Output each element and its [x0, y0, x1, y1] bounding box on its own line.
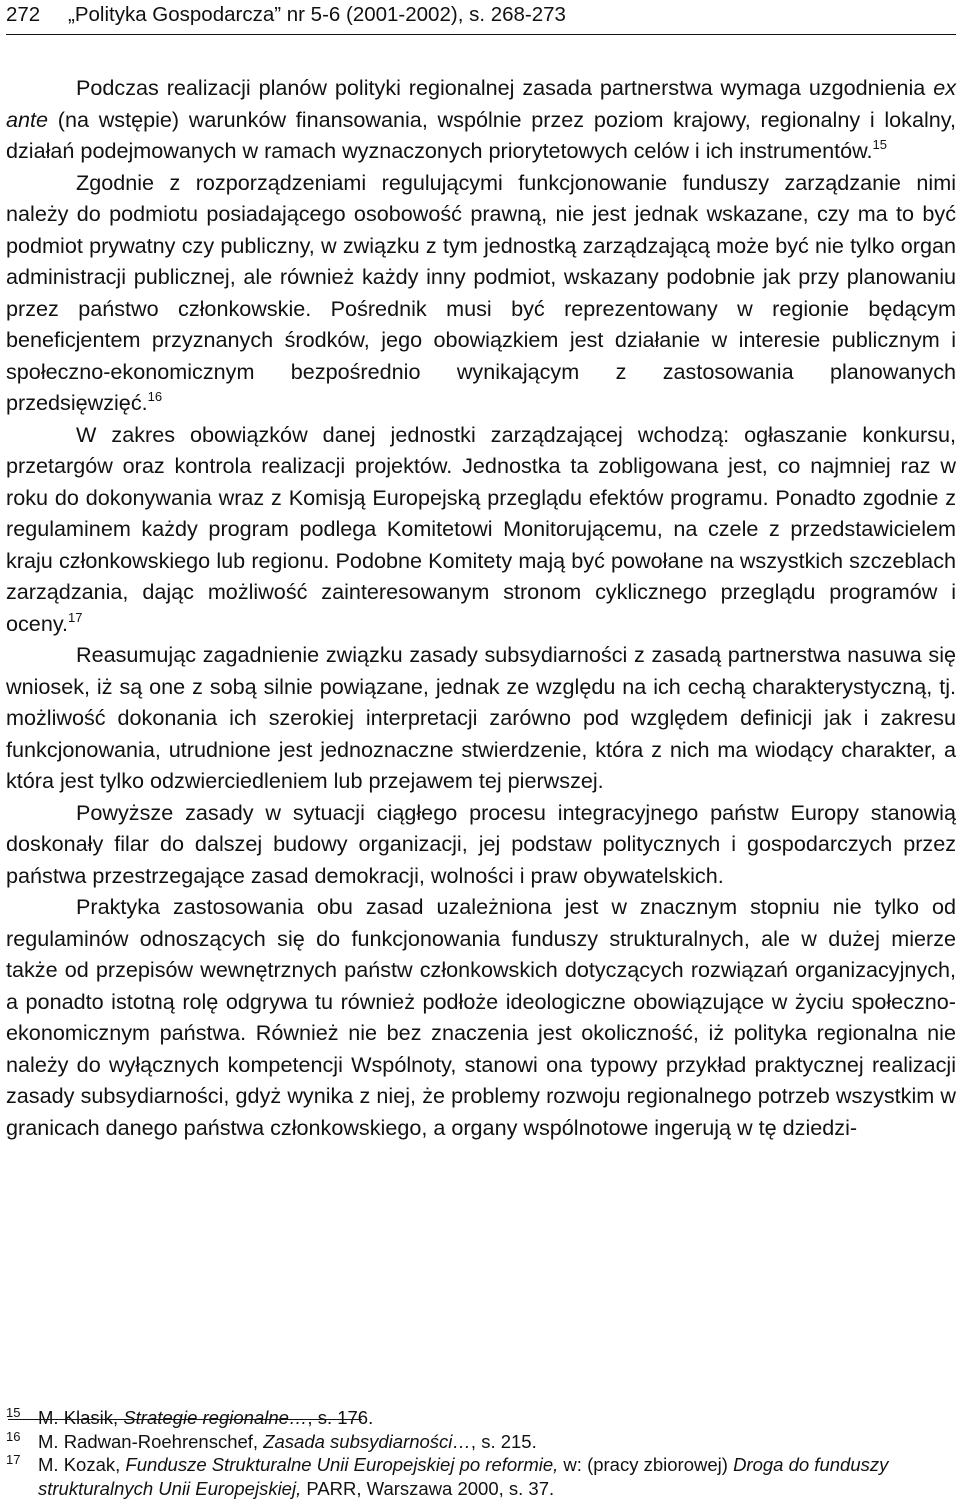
- footnote: [6, 1430, 956, 1454]
- footnote-reference: 15: [872, 137, 888, 152]
- text-run: M. Klasik,: [38, 1407, 124, 1428]
- footnote-number: 15: [6, 1405, 21, 1420]
- text-run: Reasumując zagadnienie związku zasady subsydiarności z zasadą partnerstwa nasuwa się wniosek, iż są one z sobą silnie powiązane, jednak ze względu na ich cechą charakterystyczną, tj. możliwość dokonania ich szerokiej interpretacji zarówno pod względem definicji jak i zakresu funkcjonowania, utrudnione jest jednoznaczne stwierdzenie, która z nich ma wiodący charakter, a która jest tylko odzwierciedleniem lub przejawem tej pierwszej.: [6, 642, 956, 793]
- text-run: , s. 176.: [307, 1407, 374, 1428]
- footnote: [6, 1406, 956, 1430]
- text-run: M. Kozak,: [38, 1454, 126, 1475]
- text-run: PARR, Warszawa 2000, s. 37.: [301, 1477, 555, 1499]
- paragraph: [6, 419, 956, 640]
- text-run: Fundusze Strukturalne Unii Europejskiej po reformie,: [125, 1454, 559, 1475]
- text-run: Strategie regionalne…: [123, 1407, 308, 1428]
- text-run: (na wstępie) warunków finansowania, wspólnie przez poziom krajowy, regionalny i lokalny, działań podejmowanych w ramach wyznaczonych priorytetowych celów i ich instrumentów.: [6, 106, 956, 163]
- text-run: W zakres obowiązków danej jednostki zarządzającej wchodzą: ogłaszanie konkursu, przetargów oraz kontrola realizacji projektów. Jednostka ta zobligowana jest, co najmniej raz w roku do dokonywania wraz z Komisją Europejską przeglądu efektów programu. Ponadto zgodnie z regulaminem każdy program podlega Komitetowi Monitorującemu, na czele z przedstawicielem kraju członkowskiego lub regionu. Podobne Komitety mają być powołane na wszystkich szczeblach zarządzania, dając możliwość zainteresowanym stronom cyklicznego przeglądu programów i oceny.: [6, 421, 956, 636]
- text-run: Zgodnie z rozporządzeniami regulującymi funkcjonowanie funduszy zarządzanie nimi należy do podmiotu posiadającego osobowość prawną, nie jest jednak wskazane, czy ma to być podmiot prywatny czy publiczny, w związku z tym jednostką zarządzającą może być nie tylko organ administracji publicznej, ale również każdy inny podmiot, wskazany podobnie jak przy planowaniu przez państwo członkowskie. Pośrednik musi być reprezentowany w regionie będącym beneficjentem przyznanych środków, jego obowiązkiem jest działanie w interesie publicznym i społeczno-ekonomicznym bezpośrednio wynikającym z zastosowania planowanych przedsięwzięć.: [6, 169, 956, 415]
- text-run: , s. 215.: [470, 1430, 537, 1452]
- page-number: 272: [6, 3, 41, 26]
- paragraph: [6, 167, 956, 419]
- footnote-number: 16: [6, 1428, 21, 1444]
- text-run: Praktyka zastosowania obu zasad uzależniona jest w znacznym stopniu nie tylko od regulaminów odnoszących się do funkcjonowania funduszy strukturalnych, ale w dużej mierze także od przepisów wewnętrznych państw członkowskich dotyczących rozwiązań organizacyjnych, a ponadto istotną rolę odgrywa tu również podłoże ideologiczne obowiązujące w życiu społeczno-ekonomicznym państwa. Również nie bez znaczenia jest okoliczność, iż polityka regionalna nie należy do wyłącznych kompetencji Wspólnoty, stanowi ona typowy przykład praktycznej realizacji zasady subsydiarności, gdyż wynika z niej, że problemy rozwoju regionalnego potrzeb wszystkim w granicach danego państwa członkowskiego, a organy wspólnotowe ingerują w tę dziedzi-: [6, 894, 956, 1140]
- journal-reference: „Polityka Gospodarcza” nr 5-6 (2001-2002), s. 268-273: [68, 3, 566, 26]
- running-header: [6, 2, 956, 28]
- body-text: [6, 72, 956, 1143]
- paragraph: [6, 72, 956, 167]
- footnote-number: 17: [6, 1452, 21, 1467]
- text-run: w: (pracy zbiorowej): [558, 1454, 734, 1475]
- text-run: Zasada subsydiarności…: [263, 1430, 471, 1452]
- footnotes: [6, 1406, 956, 1500]
- text-run: Podczas realizacji planów polityki regionalnej zasada partnerstwa wymaga uzgodnienia: [76, 75, 934, 100]
- header-rule: [6, 34, 956, 35]
- text-run: M. Radwan-Roehrenschef,: [38, 1430, 264, 1452]
- text-run: Droga do funduszy strukturalnych Unii Europejskiej,: [38, 1454, 889, 1499]
- paragraph: [6, 639, 956, 797]
- text-run: Powyższe zasady w sytuacji ciągłego procesu integracyjnego państw Europy stanowią doskonały filar do dalszej budowy organizacji, jej podstaw politycznych i gospodarczych przez państwa przestrzegające zasad demokracji, wolności i praw obywatelskich.: [6, 799, 956, 888]
- text-run: ex ante: [6, 75, 956, 132]
- footnote: [6, 1453, 956, 1500]
- paragraph: [6, 797, 956, 892]
- footnote-reference: 17: [68, 609, 83, 625]
- footnote-reference: 16: [147, 389, 163, 404]
- paragraph: [6, 891, 956, 1143]
